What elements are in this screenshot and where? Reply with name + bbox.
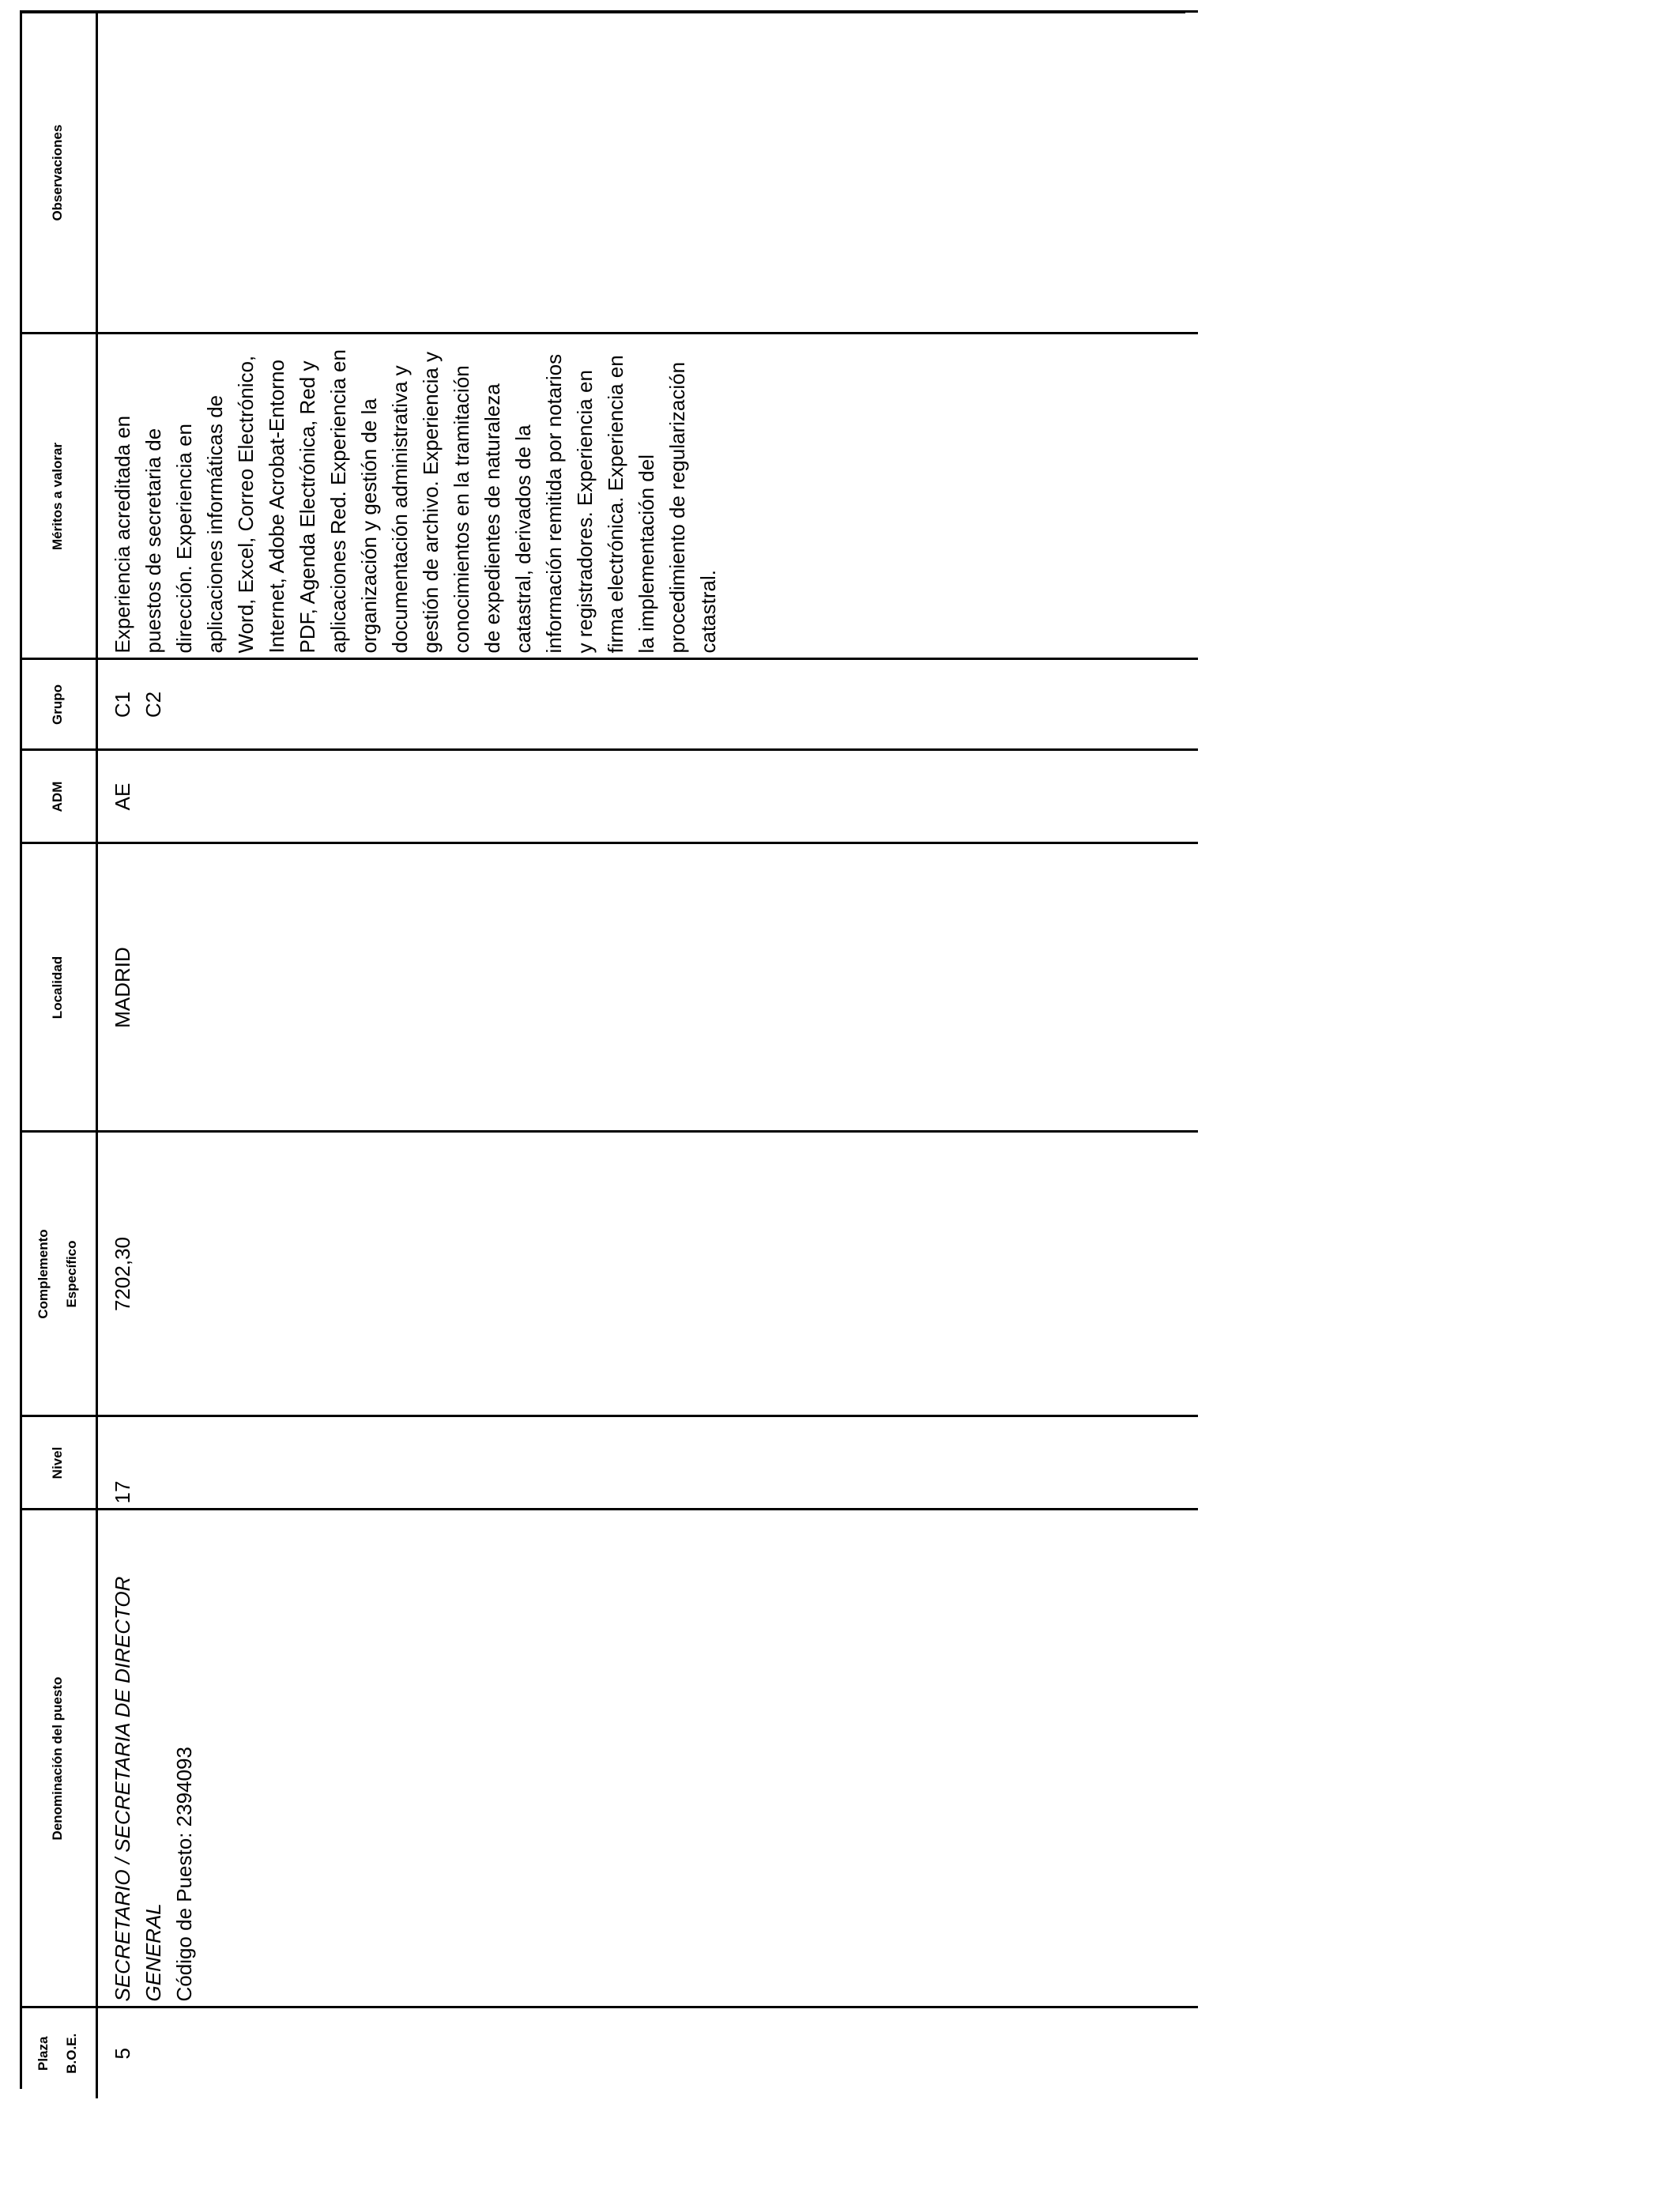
rotated-table-container [20,12,1191,2098]
header-localidad: Localidad [20,843,97,1132]
cell-meritos: Experiencia acreditada en puestos de secretaria de dirección. Experiencia en aplicaciones informáticas de Word, Excel, Correo Electrónico, Internet, Adobe Acrobat-Entorno PDF, Agenda Electrónica, Red y aplicaciones Red. Experiencia en organización y gestión de la documentación administrativa y gestión de archivo. Experiencia y conocimientos en la tramitación de expedientes de naturaleza catastral, derivados de la información remitida por notarios y registradores. Experiencia en firma electrónica. Experiencia en la implementación del procedimiento de regularización catastral. [97,334,1199,659]
grupo-c2: C2 [141,691,165,718]
codigo-puesto: Código de Puesto: 2394093 [172,1747,196,2002]
header-observaciones: Observaciones [20,12,97,334]
header-plaza [20,2007,97,2098]
cell-observaciones [97,12,1199,334]
header-plaza-line2: B.O.E. [64,2033,79,2074]
header-plaza-line1: Plaza [36,2036,51,2071]
cell-grupo [97,659,1199,750]
cell-adm: AE [97,750,1199,843]
grupo-c1: C1 [111,691,134,718]
cell-denominacion [97,1510,1199,2007]
cell-plaza: 5 [97,2007,1199,2098]
header-grupo: Grupo [20,659,97,750]
cell-localidad: MADRID [97,843,1199,1132]
table-row [97,12,1199,2098]
plazas-table [20,11,1198,2099]
header-nivel: Nivel [20,1416,97,1510]
header-adm: ADM [20,750,97,843]
header-meritos: Méritos a valorar [20,334,97,659]
header-row [20,12,97,2098]
header-denominacion: Denominación del puesto [20,1510,97,2007]
puesto-title: SECRETARIO / SECRETARIA DE DIRECTOR GENERAL [111,1576,165,2002]
header-complemento [20,1132,97,1416]
header-complemento-line2: Específico [64,1240,79,1308]
cell-nivel: 17 [97,1416,1199,1510]
cell-complemento: 7202,30 [97,1132,1199,1416]
header-complemento-line1: Complemento [36,1229,51,1319]
